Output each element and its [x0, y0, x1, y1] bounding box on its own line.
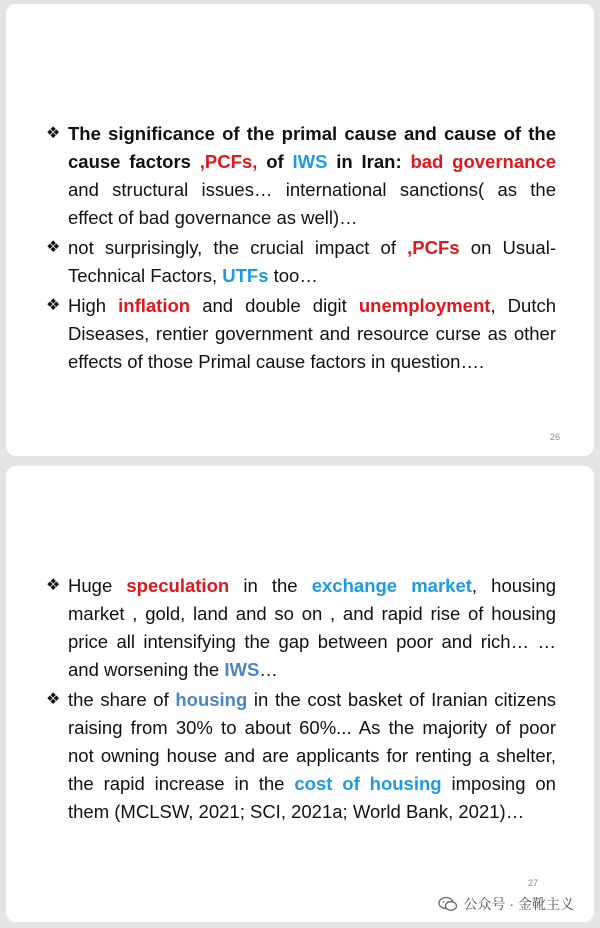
wechat-watermark — [438, 894, 574, 914]
wechat-icon — [438, 896, 458, 912]
text-run: , Dutch Diseases, rentier government and resource curse as other effects of those Primal cause factors in question…. — [68, 295, 557, 372]
slide-27 — [6, 466, 594, 922]
bullet-item — [46, 234, 556, 290]
bullet-item — [46, 120, 556, 232]
bullet-marker-icon: ❖ — [46, 239, 61, 256]
bullet-marker-icon: ❖ — [46, 691, 61, 708]
highlight-term: cost of housing — [294, 773, 442, 794]
page-number: 27 — [527, 878, 538, 888]
text-run: in the — [229, 575, 312, 596]
text-run: not surprisingly, the crucial impact of — [68, 237, 408, 258]
text-run: and double digit — [190, 295, 359, 316]
highlight-term: unemployment — [358, 295, 491, 316]
highlight-term: ,PCFs — [407, 237, 460, 258]
text-run: in Iran: — [327, 151, 411, 172]
bullet-list — [46, 572, 556, 828]
highlight-term: IWS — [224, 659, 260, 680]
highlight-term: ,PCFs, — [199, 151, 258, 172]
text-run: on Usual-Technical Factors, — [68, 237, 556, 286]
text-run: the share of — [68, 689, 176, 710]
slide-26 — [6, 4, 594, 456]
bullet-item — [46, 686, 556, 826]
highlight-term: housing — [175, 689, 248, 710]
highlight-term: UTFs — [222, 265, 269, 286]
text-run: High — [68, 295, 119, 316]
highlight-term: bad governance — [410, 151, 556, 172]
bullet-item — [46, 572, 556, 684]
bullet-list — [46, 120, 556, 378]
text-run: , housing market , gold, land and so on , and rapid rise of housing price all intensifying the gap between poor and rich… …and worsening the — [68, 575, 556, 680]
text-run: in the cost basket of Iranian citizens raising from 30% to about 60%... As the majority of poor not owning house and are applicants for renting a shelter, the rapid increase in the — [68, 689, 556, 794]
text-run: of — [257, 151, 293, 172]
text-run: and structural issues… international sanctions( as the effect of bad governance as well)… — [68, 179, 556, 228]
highlight-term: inflation — [118, 295, 191, 316]
text-run: The significance of the primal cause and cause of the cause factors — [68, 123, 556, 172]
text-run: imposing on them (MCLSW, 2021; SCI, 2021a; World Bank, 2021)… — [68, 773, 556, 822]
bullet-item — [46, 292, 556, 376]
bullet-marker-icon: ❖ — [46, 577, 61, 594]
text-run: Huge — [68, 575, 127, 596]
highlight-term: IWS — [292, 151, 328, 172]
page-number: 26 — [549, 432, 560, 442]
text-run: … — [259, 659, 278, 680]
bullet-marker-icon: ❖ — [46, 125, 61, 142]
highlight-term: speculation — [126, 575, 230, 596]
bullet-marker-icon: ❖ — [46, 297, 61, 314]
text-run: too… — [268, 265, 318, 286]
highlight-term: exchange market — [311, 575, 472, 596]
watermark-text: 公众号 · 金靴主义 — [463, 896, 574, 912]
